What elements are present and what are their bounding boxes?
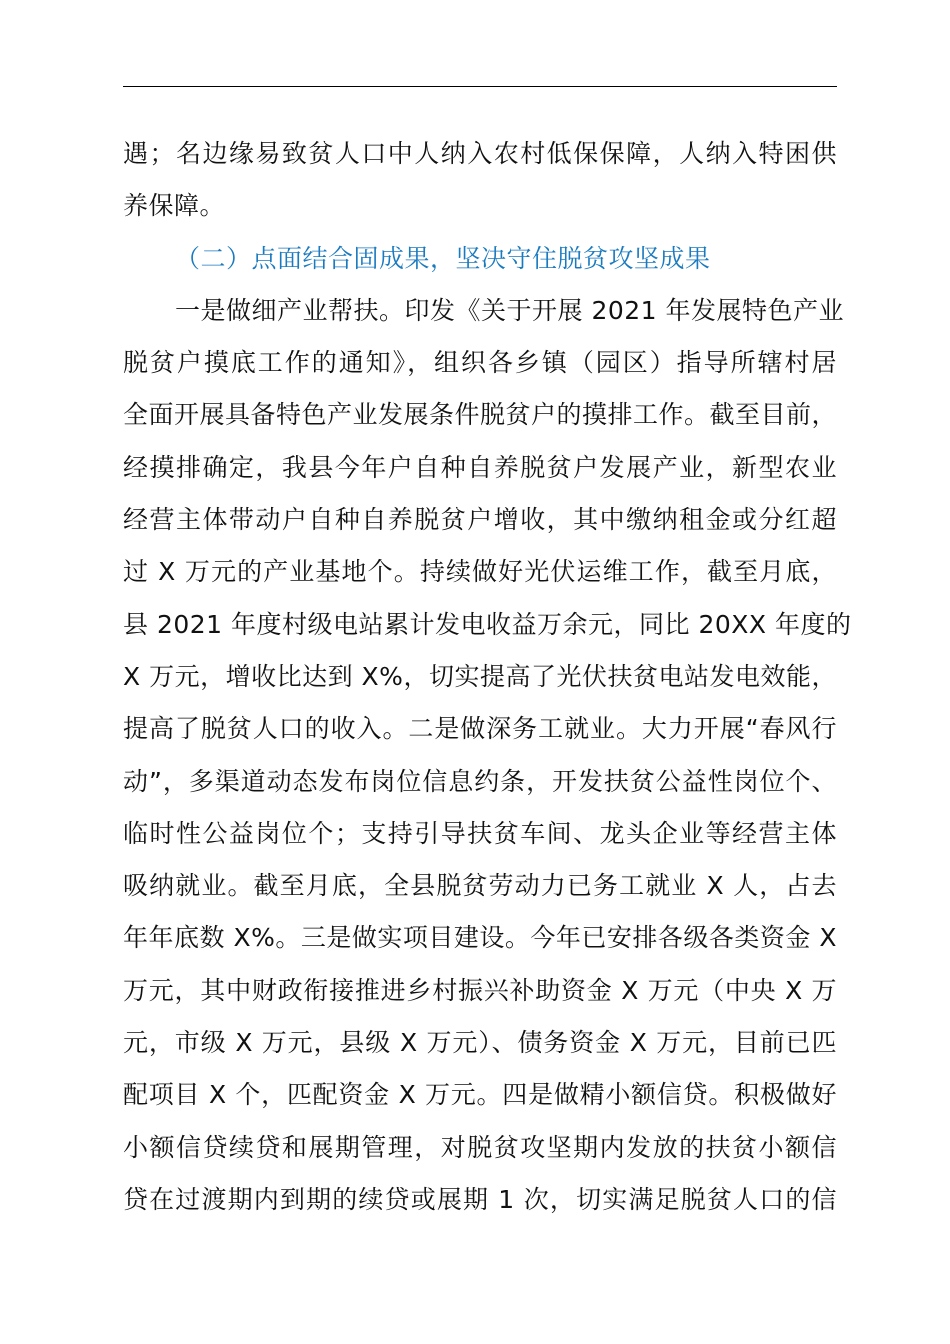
paragraph-line: 全面开展具备特色产业发展条件脱贫户的摸排工作。截至目前，: [123, 400, 838, 430]
header-rule: [123, 86, 837, 87]
paragraph-line: 经摸排确定，我县今年户自种自养脱贫户发展产业，新型农业: [123, 452, 837, 482]
paragraph-line: 万元，其中财政衔接推进乡村振兴补助资金 X 万元（中央 X 万: [123, 975, 837, 1005]
paragraph-line: 过 X 万元的产业基地个。持续做好光伏运维工作，截至月底，: [123, 557, 837, 587]
paragraph-line: 年年底数 X%。三是做实项目建设。今年已安排各级各类资金 X: [123, 923, 837, 953]
paragraph-line: 脱贫户摸底工作的通知》，组织各乡镇（园区）指导所辖村居: [123, 348, 837, 378]
paragraph-line: 养保障。: [123, 191, 226, 221]
paragraph-line: 小额信贷续贷和展期管理，对脱贫攻坚期内发放的扶贫小额信: [123, 1132, 837, 1162]
paragraph-line: 吸纳就业。截至月底，全县脱贫劳动力已务工就业 X 人，占去: [123, 871, 837, 901]
paragraph-line: 遇；名边缘易致贫人口中人纳入农村低保保障，人纳入特困供: [123, 139, 837, 168]
section-heading: （二）点面结合固成果，坚决守住脱贫攻坚成果: [175, 243, 711, 273]
paragraph-line: 贷在过渡期内到期的续贷或展期 1 次，切实满足脱贫人口的信: [123, 1184, 837, 1214]
paragraph-line: 经营主体带动户自种自养脱贫户增收，其中缴纳租金或分红超: [123, 505, 837, 535]
paragraph-line: 县 2021 年度村级电站累计发电收益万余元，同比 20XX 年度的: [123, 609, 852, 639]
paragraph-line: 临时性公益岗位个；支持引导扶贫车间、龙头企业等经营主体: [123, 818, 837, 848]
paragraph-line: 动”，多渠道动态发布岗位信息约条，开发扶贫公益性岗位个、: [123, 766, 837, 796]
paragraph-line: 一是做细产业帮扶。印发《关于开展 2021 年发展特色产业: [175, 295, 845, 325]
document-body: [123, 128, 852, 1226]
paragraph-line: 配项目 X 个，匹配资金 X 万元。四是做精小额信贷。积极做好: [123, 1080, 837, 1110]
paragraph-line: 元，市级 X 万元，县级 X 万元）、债务资金 X 万元，目前已匹: [123, 1028, 837, 1058]
paragraph-line: 提高了脱贫人口的收入。二是做深务工就业。大力开展“春风行: [123, 714, 837, 744]
paragraph-line: X 万元，增收比达到 X%，切实提高了光伏扶贫电站发电效能，: [123, 661, 837, 691]
